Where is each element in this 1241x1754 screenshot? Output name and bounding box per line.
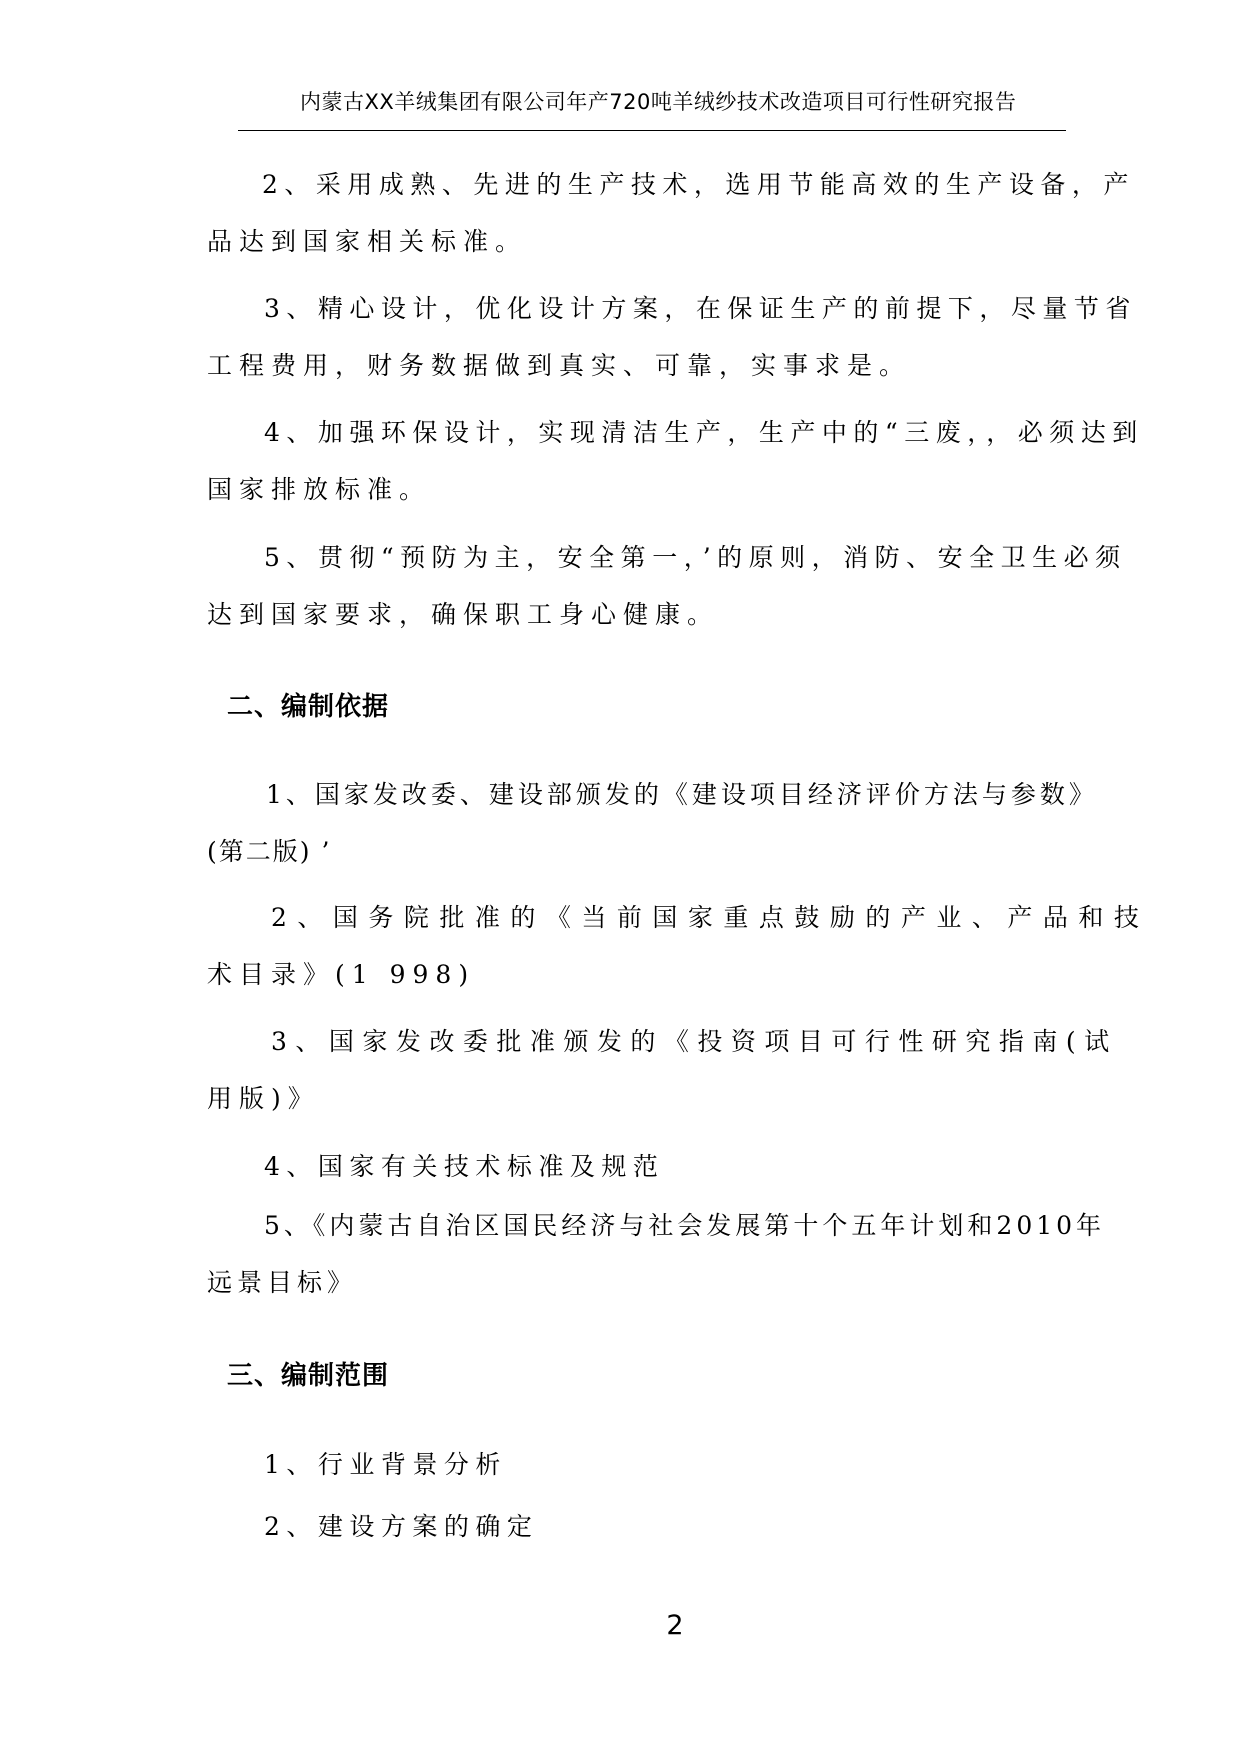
section-heading-basis: 二、编制依据 bbox=[227, 692, 390, 722]
principle-4-line1: 4、加强环保设计，实现清洁生产，生产中的“三废，，必须达到 bbox=[264, 418, 1144, 447]
basis-item-5-line1: 5、《内蒙古自治区国民经济与社会发展第十个五年计划和2010年 bbox=[264, 1211, 1106, 1240]
basis-item-4-line1: 4、国家有关技术标准及规范 bbox=[264, 1152, 665, 1181]
principle-4-line2: 国家排放标准。 bbox=[207, 475, 432, 504]
principle-2-line1: 2、采用成熟、先进的生产技术，选用节能高效的生产设备，产 bbox=[262, 170, 1135, 199]
basis-item-1-line2: (第二版) ’ bbox=[207, 837, 332, 866]
basis-item-2-line2: 术目录》(1 998) bbox=[207, 960, 476, 989]
scope-item-2: 2、建设方案的确定 bbox=[264, 1512, 539, 1541]
principle-2-line2: 品达到国家相关标准。 bbox=[207, 227, 528, 256]
basis-item-5-line2: 远景目标》 bbox=[207, 1268, 358, 1297]
basis-item-2-line1: 2、国务院批准的《当前国家重点鼓励的产业、产品和技 bbox=[271, 903, 1150, 932]
basis-item-3-line2: 用版)》 bbox=[207, 1084, 320, 1113]
principle-5-line2: 达到国家要求，确保职工身心健康。 bbox=[207, 600, 720, 629]
scope-item-1: 1、行业背景分析 bbox=[264, 1450, 507, 1479]
principle-5-line1: 5、贯彻“预防为主，安全第一，’的原则，消防、安全卫生必须 bbox=[264, 543, 1127, 572]
principle-3-line2: 工程费用，财务数据做到真实、可靠，实事求是。 bbox=[207, 351, 912, 380]
basis-item-1-line1: 1、国家发改委、建设部颁发的《建设项目经济评价方法与参数》 bbox=[266, 780, 1098, 809]
page-number: 2 bbox=[666, 1610, 684, 1641]
section-heading-scope: 三、编制范围 bbox=[227, 1361, 390, 1391]
basis-item-3-line1: 3、国家发改委批准颁发的《投资项目可行性研究指南(试 bbox=[271, 1027, 1118, 1056]
page-header-title: 内蒙古XX羊绒集团有限公司年产720吨羊绒纱技术改造项目可行性研究报告 bbox=[300, 90, 1017, 114]
header-divider bbox=[238, 130, 1066, 131]
principle-3-line1: 3、精心设计，优化设计方案，在保证生产的前提下，尽量节省 bbox=[264, 294, 1137, 323]
